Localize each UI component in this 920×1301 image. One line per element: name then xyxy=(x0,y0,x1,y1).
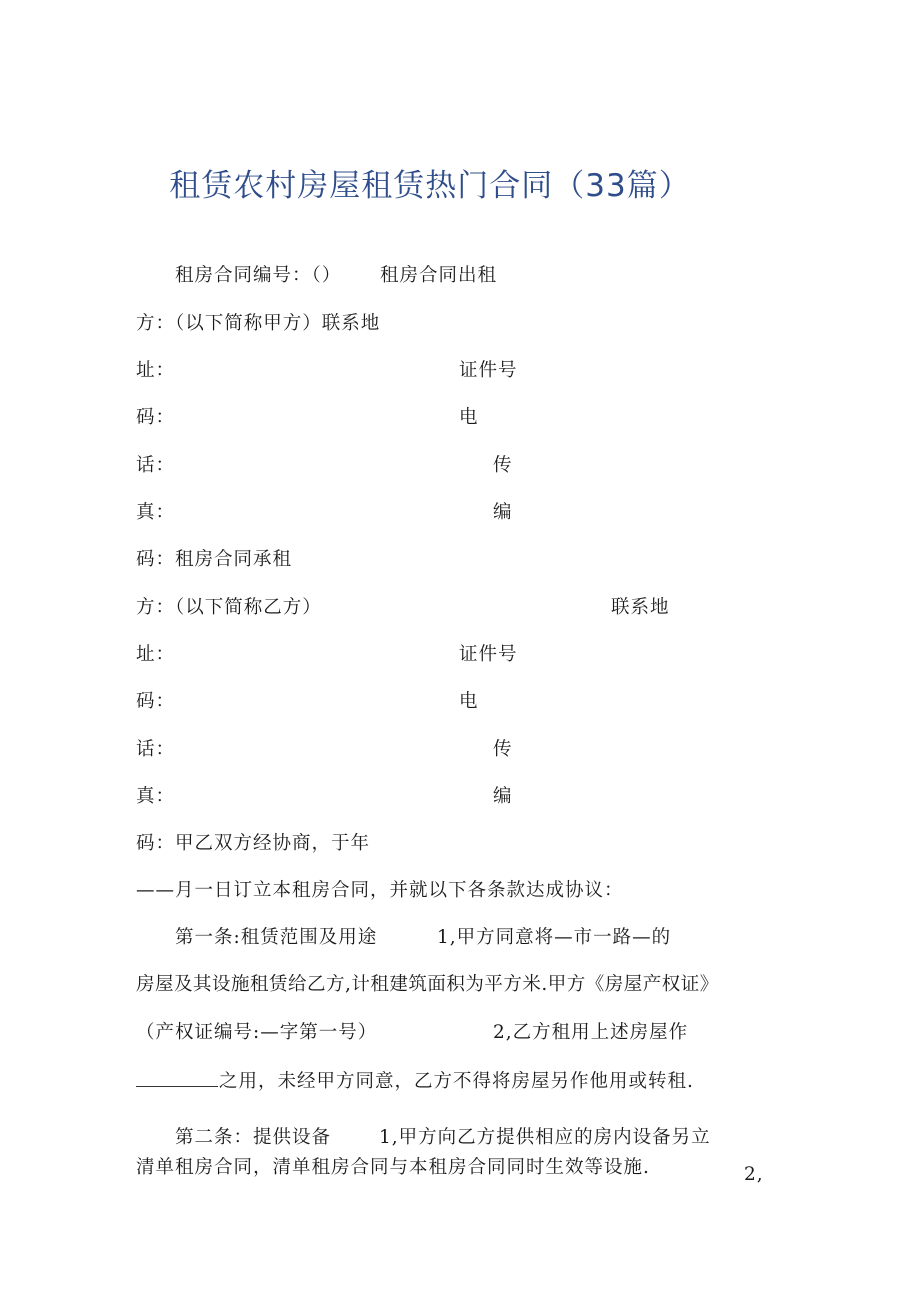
lessee-address-label: 址： xyxy=(136,644,176,665)
article-two-text-line: 清单租房合同，清单租房合同与本租房合同同时生效等设施. xyxy=(136,1157,650,1178)
lessee-id-label: 证件号 xyxy=(459,644,518,665)
article-one-clause-one: 1,甲方同意将—市一路—的 xyxy=(437,927,672,948)
property-certificate-number: （产权证编号:—字第一号） xyxy=(136,1022,378,1043)
lessor-id-code-label: 码： xyxy=(136,407,176,428)
lessor-postcode-label-start: 编 xyxy=(493,502,513,523)
usage-text: 之用，未经甲方同意，乙方不得将房屋另作他用或转租. xyxy=(219,1071,694,1092)
lessor-id-label: 证件号 xyxy=(459,360,518,381)
lessee-address-label-start: 联系地 xyxy=(611,597,670,618)
article-one-text-line: 房屋及其设施租赁给乙方,计租建筑面积为平方米.甲方《房屋产权证》 xyxy=(136,974,719,995)
usage-line xyxy=(136,1068,694,1094)
contract-number-line: 租房合同编号：（） xyxy=(175,265,342,286)
lessee-fax-label: 真： xyxy=(136,786,176,807)
lessor-phone-label: 话： xyxy=(136,455,176,476)
article-two-clause-one: 1,甲方向乙方提供相应的房内设备另立 xyxy=(379,1127,711,1148)
lessee-label-line: 码：租房合同承租 xyxy=(136,549,293,570)
lessee-id-code-label: 码： xyxy=(136,691,176,712)
article-two-heading: 第二条：提供设备 xyxy=(175,1127,332,1148)
article-one-clause-two: 2,乙方租用上述房屋作 xyxy=(493,1022,689,1043)
lessor-phone-label-start: 电 xyxy=(459,407,479,428)
article-one-heading: 第一条:租赁范围及用途 xyxy=(175,927,378,948)
lessee-postcode-label-start: 编 xyxy=(493,786,513,807)
lessee-fax-label-start: 传 xyxy=(493,739,513,760)
lessor-fax-label: 真： xyxy=(136,502,176,523)
document-title: 租赁农村房屋租赁热门合同（33篇） xyxy=(169,168,691,204)
lessor-fax-label-start: 传 xyxy=(493,455,513,476)
agreement-date-line: ——月一日订立本租房合同，并就以下各条款达成协议： xyxy=(136,880,624,901)
lessee-party-label: 方：（以下简称乙方） xyxy=(136,597,322,618)
agreement-intro-line: 码：甲乙双方经协商，于年 xyxy=(136,833,371,854)
lessee-phone-label-start: 电 xyxy=(459,691,479,712)
lessor-label-line: 方：（以下简称甲方）联系地 xyxy=(136,313,381,334)
lessee-phone-label: 话： xyxy=(136,739,176,760)
article-two-clause-two: 2, xyxy=(744,1164,764,1185)
usage-blank xyxy=(136,1068,218,1087)
lessor-address-label: 址： xyxy=(136,360,176,381)
lessor-label-start: 租房合同出租 xyxy=(380,265,498,286)
